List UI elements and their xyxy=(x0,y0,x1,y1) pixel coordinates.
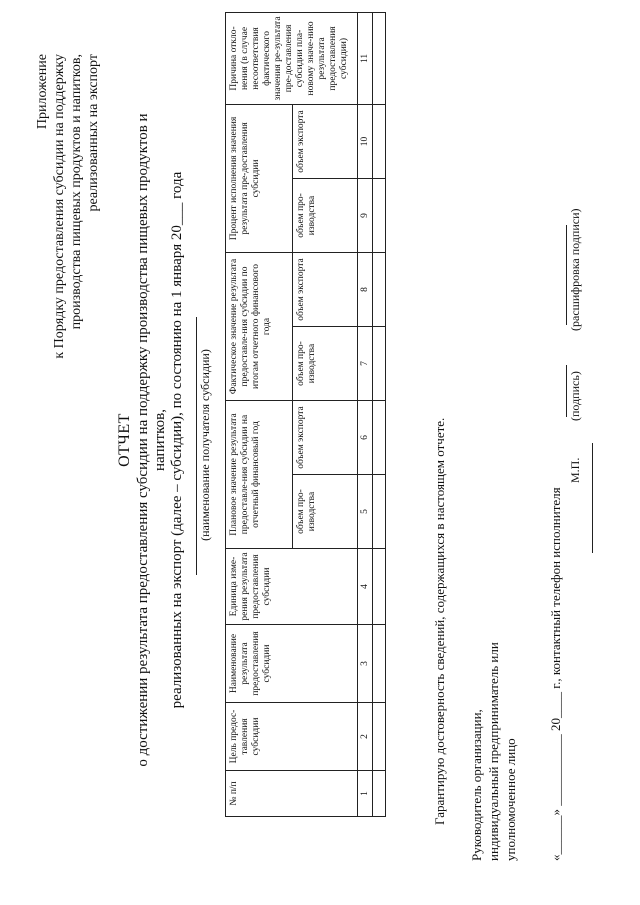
table-cell xyxy=(373,104,386,178)
signatory-line: Руководитель организации, xyxy=(469,709,484,861)
table-cell xyxy=(373,625,386,703)
column-number: 2 xyxy=(358,703,373,771)
guarantee-statement: Гарантирую достоверность сведений, содержащихся в настоящем отчете. xyxy=(432,417,447,825)
column-number: 7 xyxy=(358,327,373,401)
header-goal: Цель предос-тавления субсидии xyxy=(226,703,358,771)
recipient-name-line xyxy=(196,317,197,575)
signatory-line: уполномоченное лицо xyxy=(503,738,518,861)
report-title-block xyxy=(116,95,186,785)
column-number: 9 xyxy=(358,178,373,252)
column-number: 3 xyxy=(358,625,373,703)
stamp-label: М.П. xyxy=(568,457,582,483)
signatory-block xyxy=(468,642,519,861)
table-cell xyxy=(373,327,386,401)
signature-line xyxy=(566,365,567,417)
phone-line xyxy=(592,443,593,553)
table-cell xyxy=(373,703,386,771)
signatory-line: индивидуальный предприниматель или xyxy=(486,642,501,861)
header-reason: Причина откло-нения (в случае несоответствия фактического значения ре-зультата пре-доставления субсидии пла-новому значе-нию результата предоставления субсидии) xyxy=(226,12,358,104)
report-subtitle: о достижении результата предоставления субсидии на поддержку производства пищевых продуктов и напитков, xyxy=(135,113,168,767)
table-header-row xyxy=(226,12,293,816)
decoding-line xyxy=(566,225,567,325)
subheader-export: объем экспорта xyxy=(293,252,358,326)
column-number: 10 xyxy=(358,104,373,178)
column-number: 8 xyxy=(358,252,373,326)
signature-caption: (подпись) xyxy=(568,371,582,421)
appendix-header xyxy=(34,54,102,494)
subheader-production: объем про-изводства xyxy=(293,178,358,252)
recipient-caption: (наименование получателя субсидии) xyxy=(198,349,212,541)
table-empty-row xyxy=(373,12,386,816)
report-title: ОТЧЕТ xyxy=(116,413,133,467)
header-unit: Единица изме-рения результата предоставления субсидии xyxy=(226,549,358,625)
column-numbers-row xyxy=(358,12,373,816)
table-cell xyxy=(373,252,386,326)
header-result-name: Наименование результата предоставления субсидии xyxy=(226,625,358,703)
subheader-production: объем про-изводства xyxy=(293,327,358,401)
column-number: 5 xyxy=(358,475,373,549)
table-cell xyxy=(373,549,386,625)
decoding-caption: (расшифровка подписи) xyxy=(568,208,582,331)
subheader-export: объем экспорта xyxy=(293,401,358,475)
appendix-line: к Порядку предоставления субсидии на поддержку xyxy=(52,54,67,359)
table-cell xyxy=(373,771,386,817)
header-percent: Процент исполнения значения результата пре-доставления субсидии xyxy=(226,104,293,252)
report-subtitle: реализованных на экспорт (далее – субсидии), по состоянию на 1 января 20___ года xyxy=(169,171,185,709)
subheader-export: объем экспорта xyxy=(293,104,358,178)
column-number: 11 xyxy=(358,12,373,104)
table-cell xyxy=(373,475,386,549)
header-num: № п/п xyxy=(226,771,358,817)
report-table xyxy=(225,12,386,817)
table-cell xyxy=(373,178,386,252)
column-number: 4 xyxy=(358,549,373,625)
appendix-line: реализованных на экспорт xyxy=(86,54,101,212)
table-cell xyxy=(373,401,386,475)
column-number: 6 xyxy=(358,401,373,475)
header-actual: Фактическое значение результата предоставле-ния субсидии по итогам отчетного финансового года xyxy=(226,252,293,400)
subheader-production: объем про-изводства xyxy=(293,475,358,549)
date-phone-line: «______» ___________ 20____ г., контактный телефон исполнителя xyxy=(548,487,563,861)
appendix-line: производства пищевых продуктов и напитков, xyxy=(69,54,84,330)
header-planned: Плановое значение результата предоставле-ния субсидии на отчетный финансовый год xyxy=(226,401,293,549)
appendix-title: Приложение xyxy=(35,54,50,130)
column-number: 1 xyxy=(358,771,373,817)
table-cell xyxy=(373,12,386,104)
